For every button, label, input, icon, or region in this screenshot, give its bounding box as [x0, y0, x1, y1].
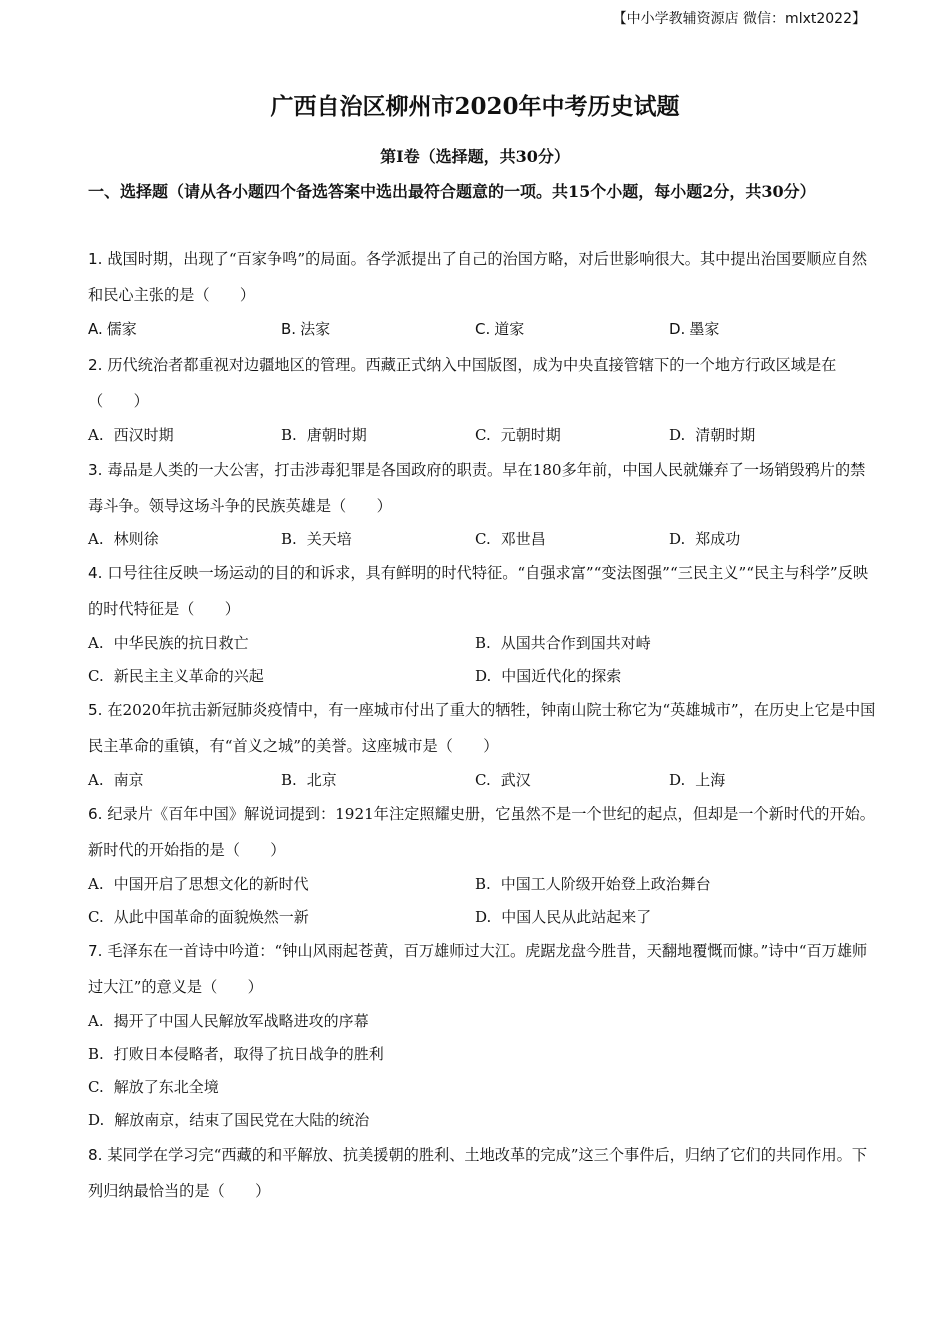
question-1-options	[88, 318, 878, 342]
option-c: C. 解放了东北全境	[88, 1078, 219, 1096]
question-7	[88, 933, 878, 1005]
option-d: D. 解放南京，结束了国民党在大陆的统治	[88, 1111, 370, 1129]
option-b: B. 打败日本侵略者，取得了抗日战争的胜利	[88, 1045, 384, 1063]
question-3	[88, 452, 878, 524]
question-6-options-row-1	[88, 873, 878, 897]
option-c: C. 从此中国革命的面貌焕然一新	[88, 908, 309, 926]
option-a: A. 儒家	[88, 320, 137, 338]
question-7-option-b-row	[88, 1043, 878, 1067]
question-7-option-a-row	[88, 1010, 878, 1034]
option-b: B. 北京	[281, 771, 337, 789]
option-a: A. 西汉时期	[88, 426, 174, 444]
question-7-option-d-row	[88, 1109, 878, 1133]
page-title: 广西自治区柳州市2020年中考历史试题	[270, 93, 680, 120]
option-d: D. 郑成功	[669, 530, 741, 548]
question-text: 历代统治者都重视对边疆地区的管理。西藏正式纳入中国版图，成为中央直接管辖下的一个地方行政区域是在（ ）	[88, 356, 837, 410]
question-1	[88, 241, 878, 313]
question-number: 3.	[88, 461, 103, 479]
option-a: A. 中华民族的抗日救亡	[88, 634, 249, 652]
question-6	[88, 796, 878, 868]
question-2-options	[88, 424, 878, 448]
question-4-options-row-2	[88, 665, 878, 689]
option-d: D. 上海	[669, 771, 726, 789]
question-number: 1.	[88, 250, 103, 268]
option-a: A. 中国开启了思想文化的新时代	[88, 875, 309, 893]
question-number: 7.	[88, 942, 103, 960]
section-subtitle: 第Ⅰ卷（选择题，共30分）	[380, 147, 570, 166]
question-5-options	[88, 769, 878, 793]
question-text: 某同学在学习完“西藏的和平解放、抗美援朝的胜利、土地改革的完成”这三个事件后，归纳了它们的共同作用。下列归纳最恰当的是（ ）	[88, 1146, 868, 1200]
option-b: B. 从国共合作到国共对峙	[475, 634, 651, 652]
question-number: 8.	[88, 1146, 103, 1164]
question-4-options-row-1	[88, 632, 878, 656]
question-3-options	[88, 528, 878, 552]
option-b: B. 中国工人阶级开始登上政治舞台	[475, 875, 711, 893]
question-5	[88, 692, 878, 764]
question-2	[88, 347, 878, 419]
question-text: 纪录片《百年中国》解说词提到：1921年注定照耀史册，它虽然不是一个世纪的起点，但却是一个新时代的开始。新时代的开始指的是（ ）	[88, 805, 875, 859]
watermark: 【中小学教辅资源店 微信：mlxt2022】	[612, 11, 866, 27]
question-text: 战国时期，出现了“百家争鸣”的局面。各学派提出了自己的治国方略，对后世影响很大。其中提出治国要顺应自然和民心主张的是（ ）	[88, 250, 868, 304]
option-a: A. 南京	[88, 771, 144, 789]
option-c: C. 新民主主义革命的兴起	[88, 667, 264, 685]
question-text: 口号往往反映一场运动的目的和诉求，具有鲜明的时代特征。“自强求富”“变法图强”“三民主义”“民主与科学”反映的时代特征是（ ）	[88, 564, 869, 618]
option-d: D. 清朝时期	[669, 426, 756, 444]
option-c: C. 邓世昌	[475, 530, 546, 548]
option-c: C. 道家	[475, 320, 525, 338]
question-text: 毛泽东在一首诗中吟道：“钟山风雨起苍黄，百万雄师过大江。虎踞龙盘今胜昔，天翻地覆慨而慷。”诗中“百万雄师过大江”的意义是（ ）	[88, 942, 868, 996]
question-number: 6.	[88, 805, 103, 823]
option-c: C. 武汉	[475, 771, 531, 789]
question-text: 在2020年抗击新冠肺炎疫情中，有一座城市付出了重大的牺牲，钟南山院士称它为“英雄城市”，在历史上它是中国民主革命的重镇，有“首义之城”的美誉。这座城市是（ ）	[88, 701, 876, 755]
option-b: B. 关天培	[281, 530, 352, 548]
question-number: 2.	[88, 356, 103, 374]
question-number: 5.	[88, 701, 103, 719]
option-d: D. 中国近代化的探索	[475, 667, 622, 685]
option-b: B. 法家	[281, 320, 331, 338]
question-8	[88, 1137, 878, 1209]
section-heading: 一、选择题（请从各小题四个备选答案中选出最符合题意的一项。共15个小题，每小题2分，共30分）	[88, 182, 816, 201]
option-d: D. 中国人民从此站起来了	[475, 908, 652, 926]
question-7-option-c-row	[88, 1076, 878, 1100]
question-4	[88, 555, 878, 627]
question-text: 毒品是人类的一大公害，打击涉毒犯罪是各国政府的职责。早在180多年前，中国人民就嫌弃了一场销毁鸦片的禁毒斗争。领导这场斗争的民族英雄是（ ）	[88, 461, 866, 515]
question-number: 4.	[88, 564, 103, 582]
option-c: C. 元朝时期	[475, 426, 561, 444]
option-a: A. 林则徐	[88, 530, 159, 548]
option-b: B. 唐朝时期	[281, 426, 367, 444]
option-d: D. 墨家	[669, 320, 720, 338]
question-6-options-row-2	[88, 906, 878, 930]
option-a: A. 揭开了中国人民解放军战略进攻的序幕	[88, 1012, 369, 1030]
